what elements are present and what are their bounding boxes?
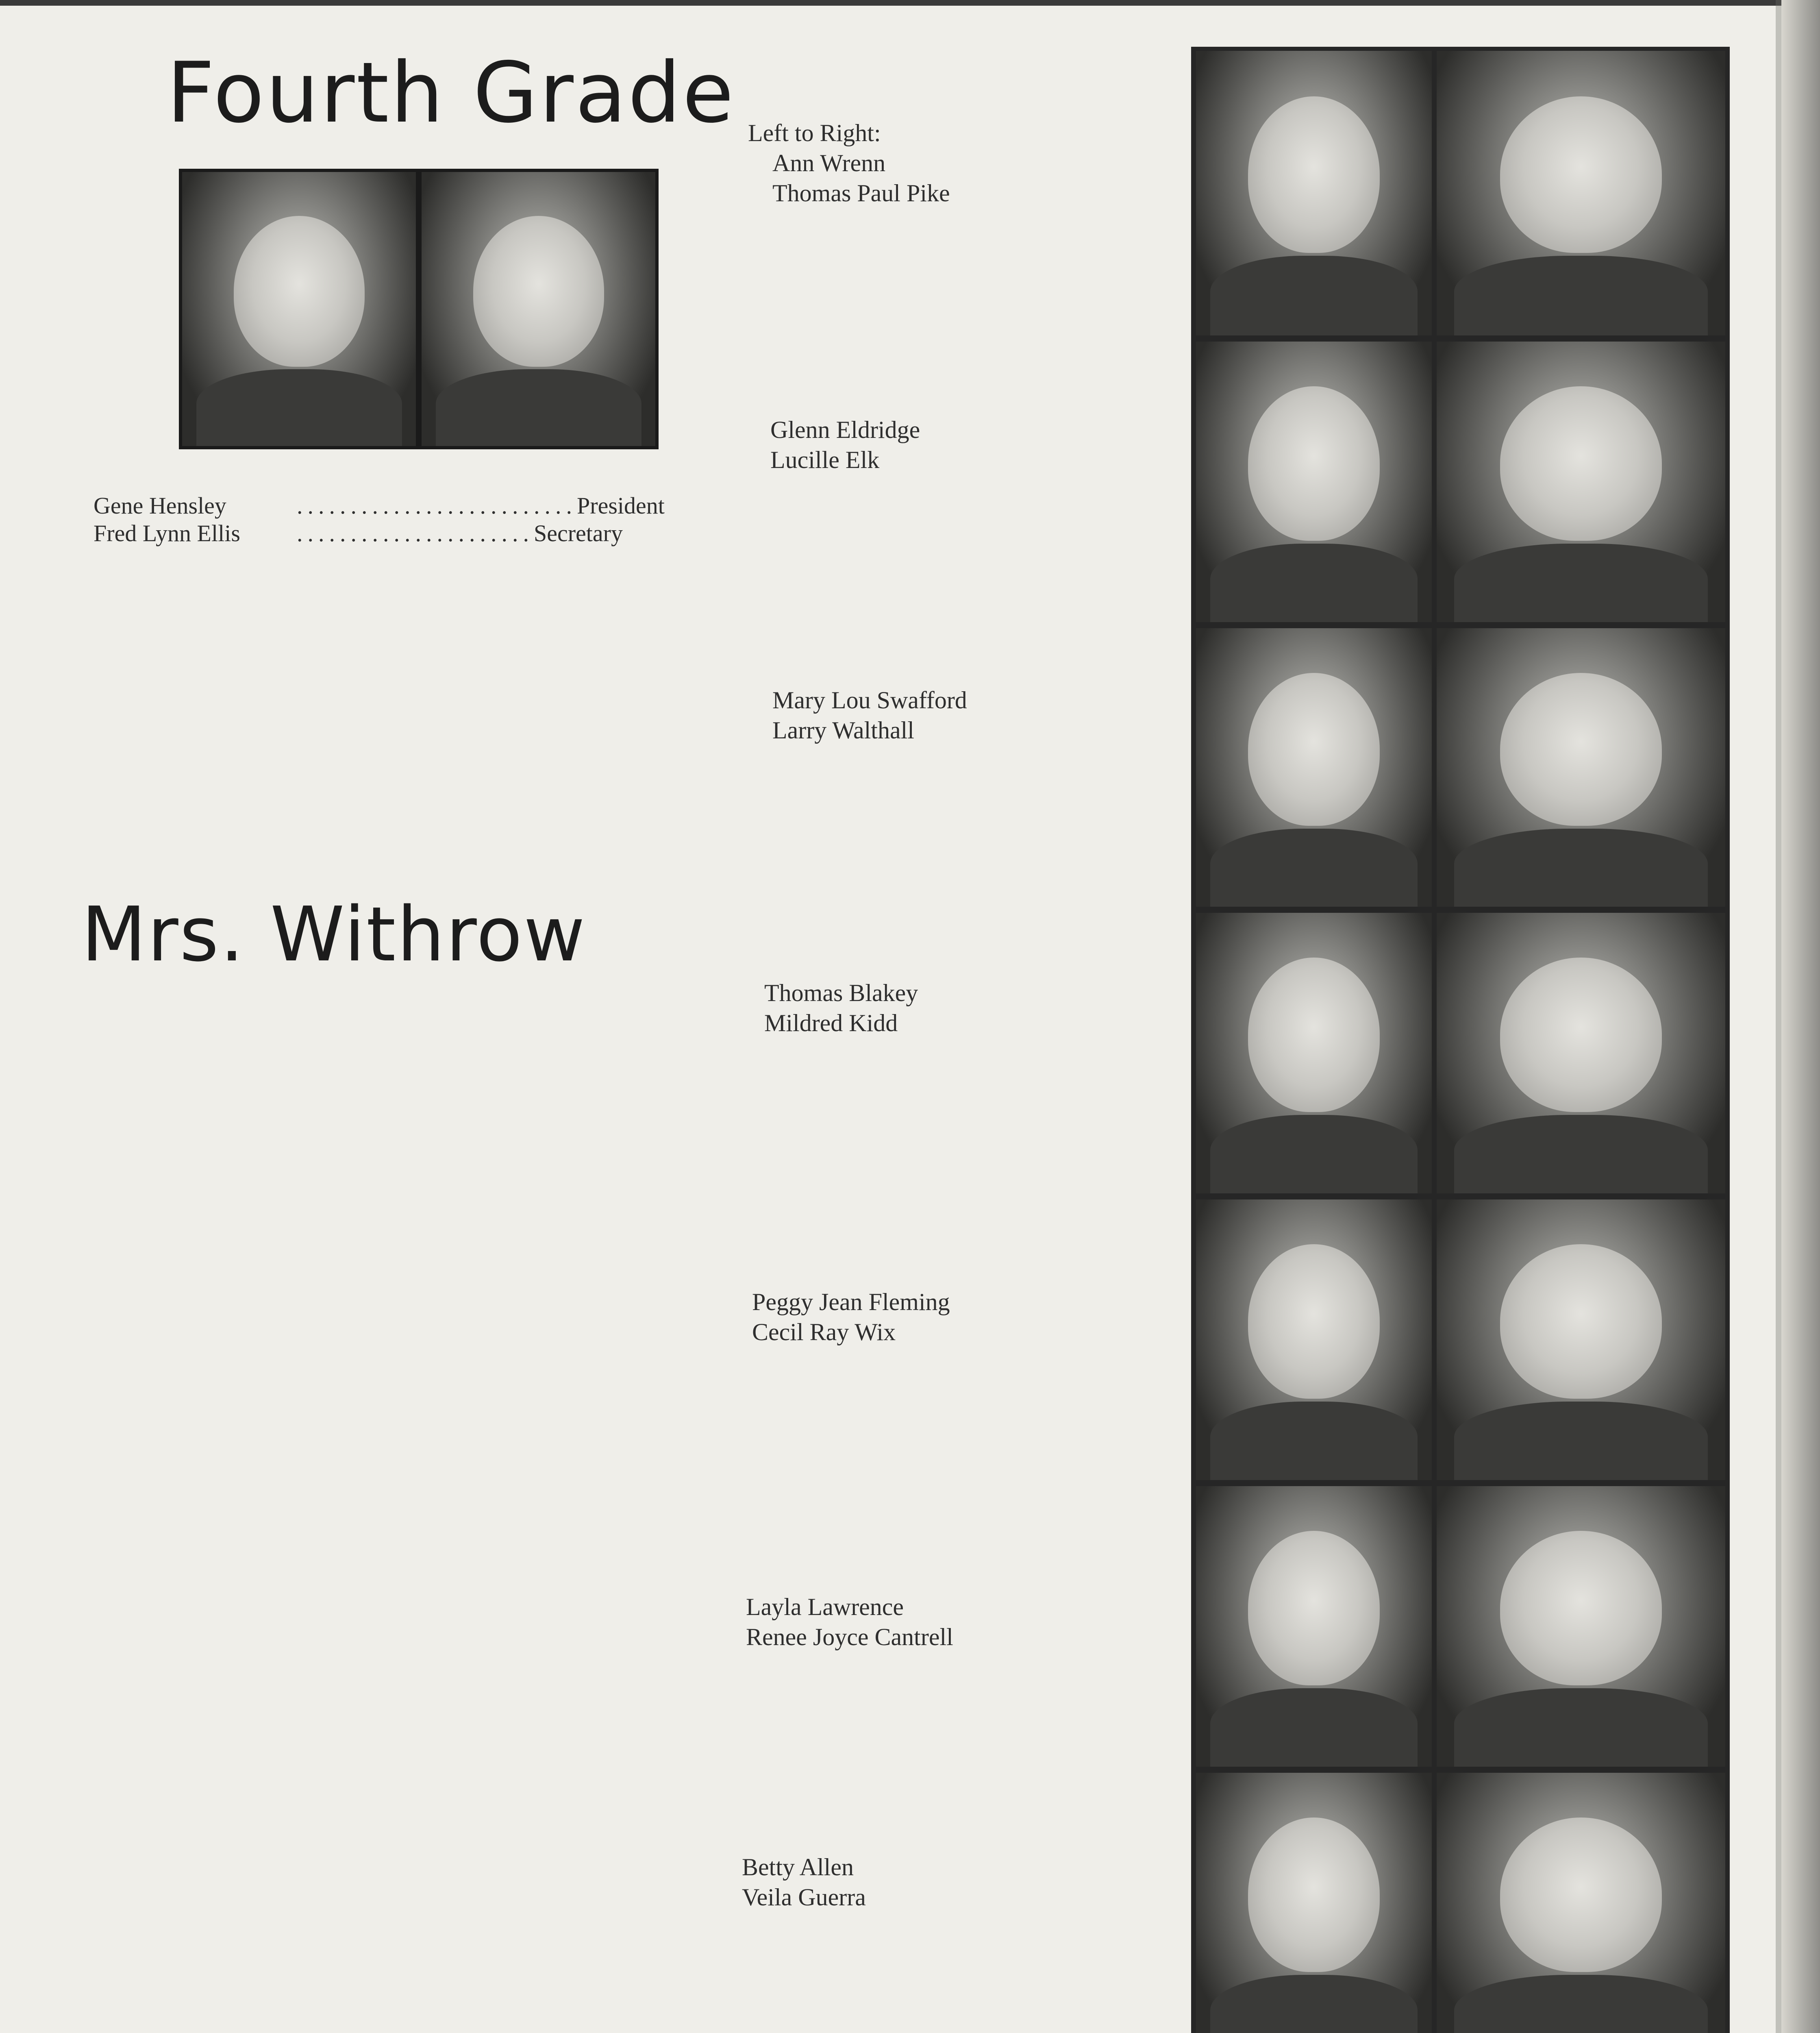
officer-photos [179,169,659,449]
caption-row-5 [752,1287,950,1347]
student-photo [1437,913,1725,1193]
student-photo [1196,1773,1432,2033]
caption-name-left: Ann Wrenn [772,150,886,176]
caption-row-6 [746,1592,953,1652]
caption-name-right: Larry Walthall [772,717,914,744]
student-photo [1437,1199,1725,1480]
student-photo [1196,628,1432,907]
officer-role: President [577,492,665,519]
caption-name-left: Thomas Blakey [764,979,918,1006]
officer-role: Secretary [534,520,623,546]
caption-name-right: Renee Joyce Cantrell [746,1624,953,1650]
officer-row-secretary [94,520,665,547]
caption-row-3 [772,685,967,745]
caption-name-right: Mildred Kidd [764,1010,898,1036]
student-photo [1437,1773,1725,2033]
caption-row-4 [764,978,918,1038]
caption-name-left: Layla Lawrence [746,1593,904,1620]
caption-name-left: Mary Lou Swafford [772,687,967,714]
student-photo [1196,342,1432,622]
page-title: Fourth Grade [167,45,735,141]
teacher-name: Mrs. Withrow [81,890,587,978]
caption-name-left: Peggy Jean Fleming [752,1289,950,1315]
caption-name-right: Cecil Ray Wix [752,1319,896,1345]
officers-list [94,492,665,547]
student-photo [1437,342,1725,622]
student-photo [1196,51,1432,335]
leader-dots: .......................... [297,492,577,519]
officer-photo-president [182,172,416,446]
caption-name-right: Veila Guerra [742,1884,866,1911]
caption-intro: Left to Right: [748,120,881,146]
student-photo [1437,628,1725,907]
student-photo [1196,1199,1432,1480]
student-photo [1196,1486,1432,1767]
student-photo [1196,913,1432,1193]
student-photo [1437,51,1725,335]
student-photo [1437,1486,1725,1767]
caption-row-7 [742,1852,866,1912]
leader-dots: ...................... [297,520,534,546]
officer-photo-secretary [422,172,655,446]
caption-name-left: Glenn Eldridge [770,416,920,443]
caption-name-left: Betty Allen [742,1854,854,1881]
caption-name-right: Thomas Paul Pike [772,180,950,207]
binding-shadow [1776,0,1781,2033]
caption-name-right: Lucille Elk [770,446,880,473]
officer-name: Gene Hensley [94,492,226,519]
caption-row-2 [770,415,920,475]
student-photo-strip [1191,47,1730,2033]
officer-row-president [94,492,665,520]
top-edge-rule [0,0,1820,6]
officer-name: Fred Lynn Ellis [94,520,240,546]
caption-row-1 [748,118,950,208]
page-edge [1781,0,1820,2033]
